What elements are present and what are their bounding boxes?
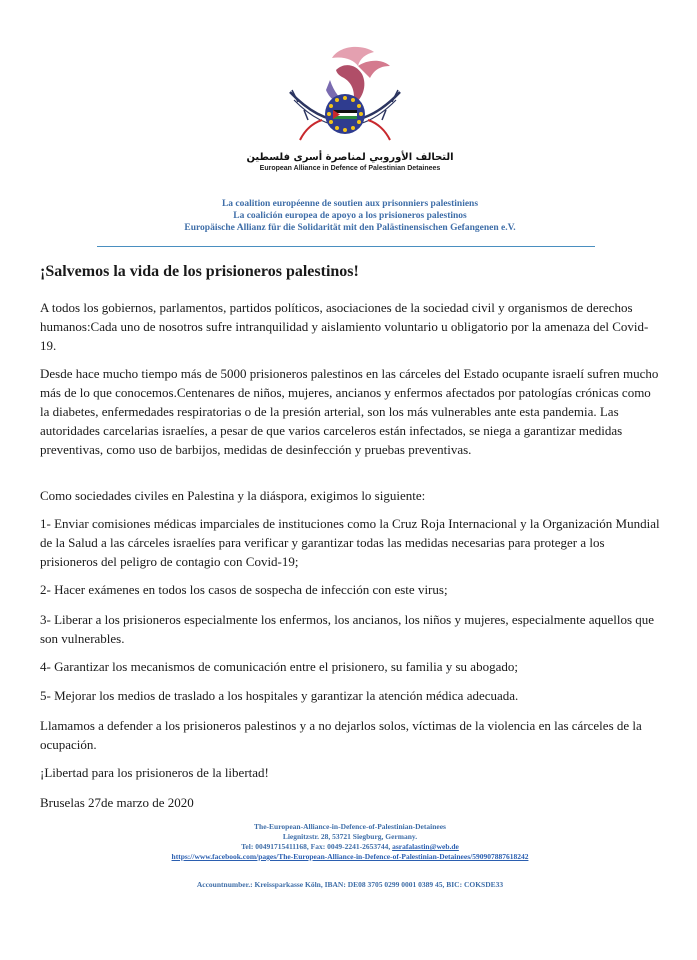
footer-phone-fax: Tel: 00491715411168, Fax: 0049-2241-2653744, <box>241 842 393 851</box>
footer-contact <box>100 822 600 862</box>
letter-date: Bruselas 27de marzo de 2020 <box>40 795 194 810</box>
demand-1: 1- Enviar comisiones médicas imparciales de instituciones como la Cruz Roja Internacional y la Organización Mundial de la Salud a las cárceles israelíes para verificar y garantizar todas las medidas necesarias para proteger a los prisioneros del peligro de contagio con Covid-19; <box>40 516 660 569</box>
paragraph-intro: A todos los gobiernos, parlamentos, partidos políticos, asociaciones de la sociedad civil y organismos de derechos humanos:Cada uno de nosotros sufre intranquilidad y aislamiento voluntario u obligatorio por la amenaza del Covid-19. <box>40 300 649 353</box>
demand-2: 2- Hacer exámenes en todos los casos de sospecha de infección con este virus; <box>40 582 448 597</box>
coalition-line-es: La coalición europea de apoyo a los prisioneros palestinos <box>233 211 467 221</box>
demand-4: 4- Garantizar los mecanismos de comunicación entre el prisionero, su familia y su abogado; <box>40 659 518 674</box>
footer-org: The-European-Alliance-in-Defence-of-Palestinian-Detainees <box>254 822 446 831</box>
paragraph-context: Desde hace mucho tiempo más de 5000 prisioneros palestinos en las cárceles del Estado ocupante israelí sufren mucho más de lo que conocemos.Centenares de niños, mujeres, ancianos y enfermos afectados por patologías crónicas como la diabetes, enfermedades respiratorias o de la presión arterial, son los más vulnerables ante esta pandemia. Las autoridades carcelarias israelíes, a pesar de que varios carceleros están infectados, se niega a garantizar medidas preventivas, como uso de barbijos, medidas de desinfección y pruebas preventivas. <box>40 366 659 457</box>
demand-3: 3- Liberar a los prisioneros especialmente los enfermos, los ancianos, los niños y mujeres, especialmente aquellos que son vulnerables. <box>40 612 655 646</box>
coalition-lines <box>100 198 600 234</box>
footer-account: Accountnumber.: Kreissparkasse Köln, IBAN: DE08 3705 0299 0001 0389 45, BIC: COKSDE33 <box>196 880 504 889</box>
footer-facebook-link[interactable]: https://www.facebook.com/pages/The-European-Alliance-in-Defence-of-Palestinian-Detainees/590907887618242 <box>171 852 529 861</box>
header-divider <box>97 246 595 247</box>
footer-email-link[interactable]: asrafalastin@web.de <box>392 842 459 851</box>
footer-address: Liegnitzstr. 28, 53721 Siegburg, Germany. <box>282 832 418 841</box>
paragraph-slogan: ¡Libertad para los prisioneros de la libertad! <box>40 765 269 780</box>
organization-name-english: European Alliance in Defence of Palestinian Detainees <box>259 165 441 172</box>
letter-title: ¡Salvemos la vida de los prisioneros palestinos! <box>40 263 359 280</box>
organization-name-arabic: التحالف الأوروبي لمناصرة أسرى فلسطين <box>246 152 454 163</box>
organization-logo <box>270 40 420 150</box>
paragraph-call: Llamamos a defender a los prisioneros palestinos y a no dejarlos solos, víctimas de la violencia en las cárceles de la ocupación. <box>40 718 642 752</box>
coalition-line-de: Europäische Allianz für die Solidarität mit den Palästinensischen Gefangenen e.V. <box>184 223 516 233</box>
demand-5: 5- Mejorar los medios de traslado a los hospitales y garantizar la atención médica adecuada. <box>40 688 519 703</box>
footer-phone-line <box>100 842 600 852</box>
coalition-line-fr: La coalition européenne de soutien aux prisonniers palestiniens <box>221 199 479 209</box>
paragraph-demands-intro: Como sociedades civiles en Palestina y la diáspora, exigimos lo siguiente: <box>40 488 426 503</box>
